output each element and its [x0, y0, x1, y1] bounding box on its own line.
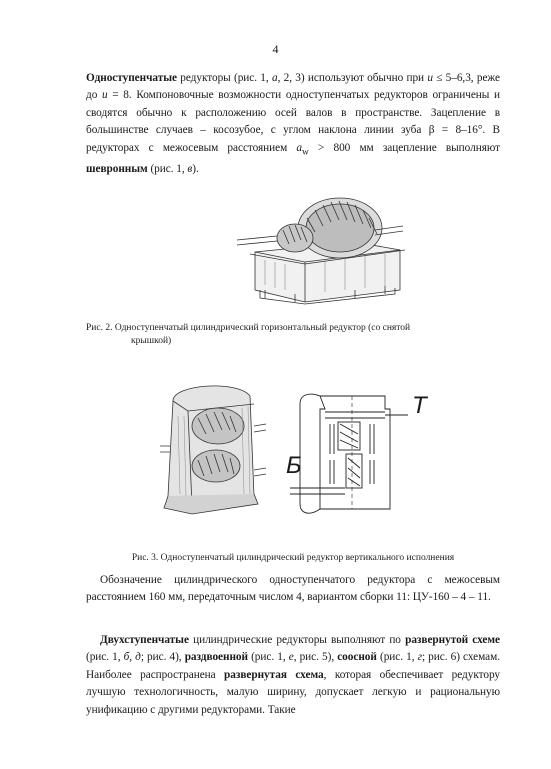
term-two-stage: Двухступенчатые — [100, 634, 189, 646]
page-number: 4 — [272, 42, 279, 56]
paragraph-designation: Обозначение цилиндрического одноступенчатого редуктора с межосевым расстоянием 160 мм, передаточным числом 4, вариантом сборки 11: ЦУ-160 – 4 – 11. — [86, 574, 500, 604]
label-bottom-shaft: Б — [286, 452, 302, 479]
term-herringbone: шевронным — [86, 163, 148, 176]
figure-3-caption: Рис. 3. Одноступенчатый цилиндрический редуктор вертикального исполнения — [131, 553, 455, 563]
paragraph-single-stage: Одноступенчатые редукторы (рис. 1, а, 2, 3) используют обычно при u ≤ 5–6,3, реже до u = 8. Компоновочные возможности одноступенчатых редукторов ограничены и сводятся обычно к расположению осей валов в пространстве. Зацепление в большинстве случаев – косозубое, с углом наклона линии зуба β = 8–16°. В редукторах с межосевым расстоянием $a_w > 800$ мм зацепление выполняют шевронным (рис. 1, в). — [86, 72, 501, 176]
vertical-reducer-schematic — [290, 384, 410, 524]
vertical-reducer-drawing — [158, 376, 270, 516]
label-top-shaft: Т — [412, 392, 427, 419]
horizontal-reducer-drawing — [235, 190, 405, 305]
figure-2-caption: Рис. 2. Одноступенчатый цилиндрический горизонтальный редуктор (со снятой крышкой) — [86, 323, 411, 346]
paragraph-two-stage: Двухступенчатые цилиндрические редукторы выполняют по развернутой схеме (рис. 1, б, д; рис. 4), раздвоенной (рис. 1, е, рис. 5), соосной (рис. 1, г; рис. 6) схемам. Наиболее распространена развернутая схема, которая обеспечивает редуктору лучшую технологичность, малую ширину, допускает легкую и рациональную унификацию с другими редукторами. Такие — [86, 634, 501, 716]
term-single-stage: Одноступенчатые — [86, 72, 177, 84]
